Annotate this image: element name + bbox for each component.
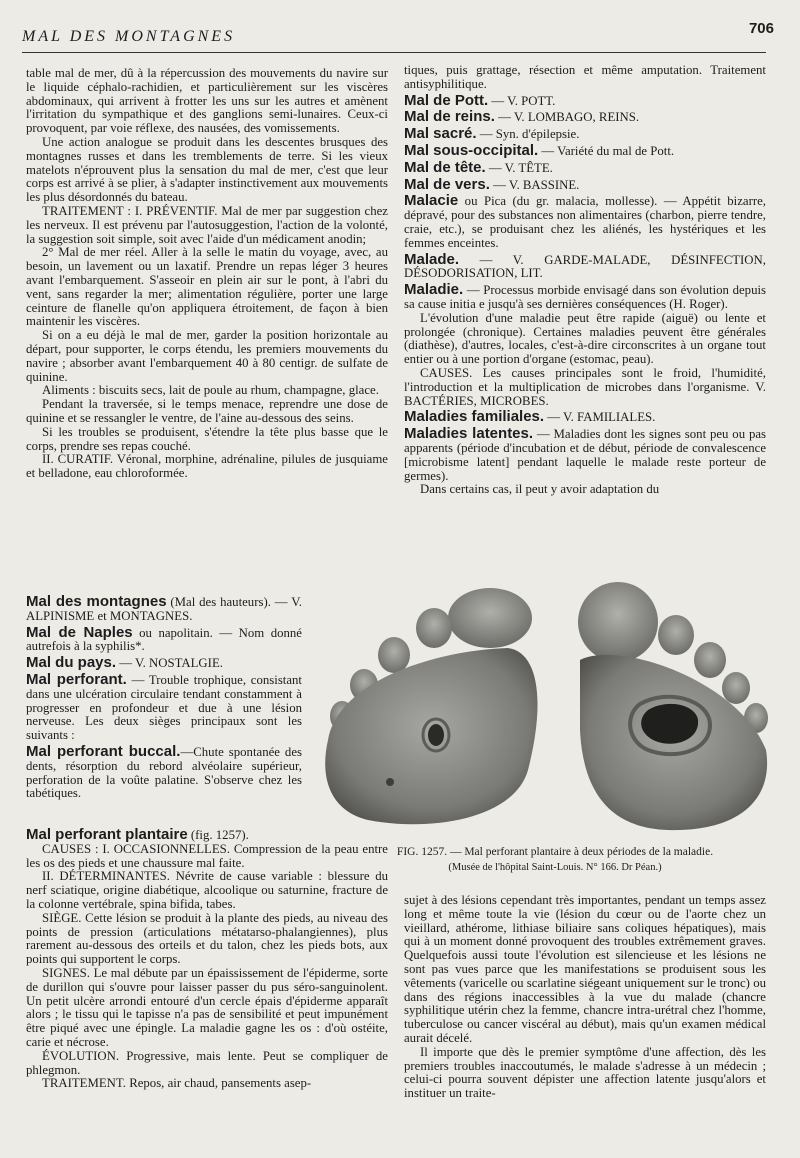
- paragraph: sujet à des lésions cependant très importantes, pendant un temps assez long et même toute la vie (lésion du cœur ou de l'aorte chez un vieillard, athérome, lithiase biliaire sans coliques hépatiques), mais qui à un moment donné provoquent des troubles extrêmement graves. Quelquefois aussi toute l'évolution est silencieuse et les lésions ne sont pas vues parce que les manifestations se produisent sous les vêtements (varicelle ou scarlatine siégeant uniquement sur le tronc) ou dans des régions inaccessibles à la vue du malade (chancre syphilitique utérin chez la femme, chancre intra-urétral chez l'homme, tuberculose ou cancer viscéral au début), mais qu'un examen médical aurait décelé.: [404, 893, 766, 1045]
- figure-credit: (Musée de l'hôpital Saint-Louis. N° 166. Dr Péan.): [448, 862, 662, 873]
- entry-term: Mal perforant.: [26, 670, 127, 688]
- running-header: [22, 18, 774, 53]
- left-column-bottom: [26, 826, 388, 1091]
- running-title: MAL DES MONTAGNES: [22, 28, 236, 45]
- paragraph: TRAITEMENT : I. PRÉVENTIF. Mal de mer par suggestion chez les nerveux. Il est prévenu par l'autosuggestion, l'action de la volonté, la suggestion soit simple, soit avec l'aide d'un médicament anodin;: [26, 203, 388, 246]
- left-foot: [325, 588, 537, 824]
- right-foot: [578, 582, 768, 830]
- paragraph: L'évolution d'une maladie peut être rapide (aiguë) ou lente et prolongée (chronique). Certaines maladies peuvent être générales (diathèse), d'autres, locales, c'est-à-dire circonscrites à un organe tout entier ou à une portion d'organe (estomac, peau).: [404, 310, 766, 367]
- entry-term: Mal de Pott.: [404, 91, 489, 109]
- entry-term: Mal de reins.: [404, 108, 495, 126]
- entry-mal-de-tete: Mal de tête. — V. TÊTE.: [404, 158, 553, 176]
- entry-mal-perforant: Mal perforant. — Trouble trophique, consistant dans une ulcération circulaire tendant constamment à progresser en profondeur et due à une lésion nerveuse. Les deux sièges principaux sont les suivants :: [26, 670, 302, 743]
- entry-mal-perforant-plantaire: Mal perforant plantaire (fig. 1257).: [26, 826, 249, 843]
- entry-term: Maladies latentes.: [404, 425, 534, 443]
- figure-feet-photo: [318, 570, 770, 836]
- paragraph: Dans certains cas, il peut y avoir adaptation du: [420, 482, 660, 497]
- paragraph: II. DÉTERMINANTES. Névrite de cause variable : blessure du nerf sciatique, origine diabétique, alcoolique ou saturnine, fracture de la colonne vertébrale, spina bifida, tabes.: [26, 869, 388, 911]
- paragraph: table mal de mer, dû à la répercussion des mouvements du navire sur le liquide céphalo-rachidien, et particulièrement sur les viscères abdominaux, qui arrivent à frotter les uns sur les autres et amènent l'irritation du sympathique et des ganglions semi-lunaires. Ceux-ci provoquent, par voie réflexe, des nausées, des vomissements.: [26, 66, 388, 136]
- paragraph: CAUSES. Les causes principales sont le froid, l'humidité, l'introduction et la multiplication de microbes dans l'organisme. V. BACTÉRIES, MICROBES.: [404, 365, 766, 408]
- paragraph: Il importe que dès le premier symptôme d'une affection, dès les premiers troubles inaccoutumés, le malade s'adresse à un médecin ; celui-ci pourra souvent dépister une affection latente jusqu'alors et instituer un traite-: [404, 1044, 766, 1101]
- entry-mal-sous-occipital: Mal sous-occipital. — Variété du mal de Pott.: [404, 141, 675, 159]
- entry-malacie: Malacie ou Pica (du gr. malacia, mollesse). — Appétit bizarre, dépravé, pour des substances non alimentaires (charbon, pierre tendre, craie, etc.), se produisant chez les aliénés, les hystériques et les femmes enceintes.: [404, 192, 766, 250]
- entry-term: Mal du pays.: [26, 654, 117, 672]
- entry-term: Mal sous-occipital.: [404, 141, 539, 159]
- entry-mal-des-montagnes: Mal des montagnes (Mal des hauteurs). — V. ALPINISME et MONTAGNES.: [26, 593, 302, 623]
- right-column-top: [404, 64, 766, 497]
- entry-term: Mal sacré.: [404, 125, 477, 143]
- entry-term: Mal perforant plantaire: [26, 826, 188, 843]
- entry-mal-du-pays: Mal du pays. — V. NOSTALGIE.: [26, 654, 223, 672]
- entry-maladies-familiales: Maladies familiales. — V. FAMILIALES.: [404, 408, 656, 426]
- entry-mal-de-pott: Mal de Pott. — V. POTT.: [404, 91, 556, 109]
- paragraph: Si on a eu déjà le mal de mer, garder la position horizontale au départ, pour supporter, le corps étendu, les premiers mouvements du navire ; absorber avant l'embarquement 40 à 80 centigr. de sulfate de quinine.: [26, 328, 388, 384]
- paragraph: Aliments : biscuits secs, lait de poule au rhum, champagne, glace.: [42, 383, 379, 398]
- page-number: 706: [748, 20, 774, 37]
- paragraph: SIÈGE. Cette lésion se produit à la plante des pieds, au niveau des points de pression (articulations métatarso-phalangiennes), plus rarement au-dessous des orteils et du talon, chez les pieds bots, aux points qui supportent le corps.: [26, 910, 388, 967]
- paragraph: Pendant la traversée, si le temps menace, reprendre une dose de quinine et se ressangler le ventre, de l'aine au-dessous des seins.: [26, 397, 388, 425]
- paragraph: II. CURATIF. Véronal, morphine, adrénaline, pilules de jusquiame et belladone, eau chloroformée.: [26, 452, 388, 481]
- entry-term: Malacie: [404, 192, 459, 210]
- entry-term: Malade.: [404, 250, 460, 268]
- paragraph: CAUSES : I. OCCASIONNELLES. Compression de la peau entre les os des pieds et une chaussure mal faite.: [26, 841, 388, 870]
- entry-mal-sacre: Mal sacré. — Syn. d'épilepsie.: [404, 125, 580, 143]
- entry-maladies-latentes: Maladies latentes. — Maladies dont les signes sont peu ou pas apparents (période d'incubation et de début, période de convalescence [microbisme latent] pendant laquelle le malade reste porteur de germes).: [404, 425, 767, 483]
- paragraph: tiques, puis grattage, résection et même amputation. Traitement antisyphilitique.: [404, 63, 766, 91]
- entry-term: Mal des montagnes: [26, 593, 167, 610]
- paragraph: ÉVOLUTION. Progressive, mais lente. Peut se compliquer de phlegmon.: [26, 1048, 388, 1077]
- entry-malade: Malade. — V. GARDE-MALADE, DÉSINFECTION, DÉSODORISATION, LIT.: [404, 250, 766, 281]
- entry-term: Mal perforant buccal.: [26, 742, 181, 760]
- entry-term: Maladie.: [404, 281, 464, 299]
- entry-maladie: Maladie. — Processus morbide envisagé dans son évolution depuis sa cause initia e jusqu'à ses dernières conséquences (H. Roger).: [404, 281, 766, 311]
- paragraph: 2° Mal de mer réel. Aller à la selle le matin du voyage, avec, au besoin, un lavement ou un laxatif. Prendre un repas léger 3 heures avant l'embarquement. S'asseoir en plein air sur le pont, à l'abri du vent, sans regarder la mer; alimentation régulière, porter une large ceinture de flanelle qu'on appliquera étroitement, de façon à bien maintenir les viscères.: [26, 245, 388, 329]
- entry-term: Mal de vers.: [404, 175, 490, 193]
- left-column-middle: [26, 593, 302, 801]
- paragraph: Si les troubles se produisent, s'étendre la tête plus basse que le corps, prendre ses repas couché.: [26, 424, 388, 453]
- entry-mal-de-vers: Mal de vers. — V. BASSINE.: [404, 175, 580, 193]
- figure-caption: FIG. 1257. — Mal perforant plantaire à deux périodes de la maladie.: [396, 846, 714, 858]
- left-column-top: [26, 67, 388, 481]
- paragraph: SIGNES. Le mal débute par un épaississement de l'épiderme, sorte de durillon qui s'ouvre pour laisser passer du pus séro-sanguinolent. Un petit ulcère arrondi entouré d'un cercle épais d'épiderme apparaît alors ; le tissu qui le tapisse n'a pas de sensibilité et peut impunément être piqué avec une épingle. La maladie gagne les os : d'où ostéite, carie et nécrose.: [26, 965, 388, 1049]
- right-column-bottom: [404, 894, 766, 1101]
- entry-term: Mal de Naples: [26, 623, 133, 641]
- entry-mal-perforant-buccal: Mal perforant buccal.—Chute spontanée des dents, résorption du rebord alvéolaire supérieur, perforation de la voûte palatine. S'observe chez les tabétiques.: [26, 742, 302, 801]
- entry-term: Mal de tête.: [404, 158, 486, 176]
- entry-mal-de-naples: Mal de Naples ou napolitain. — Nom donné autrefois à la syphilis*.: [26, 623, 302, 654]
- entry-mal-de-reins: Mal de reins. — V. LOMBAGO, REINS.: [404, 108, 640, 126]
- entry-term: Maladies familiales.: [404, 408, 545, 426]
- paragraph: TRAITEMENT. Repos, air chaud, pansements asep-: [42, 1076, 312, 1091]
- paragraph: Une action analogue se produit dans les descentes brusques des montagnes russes et dans les tremblements de terre. Si les vieux matelots n'éprouvent plus la sensation du mal de mer, c'est que leur corps est arrivé à se plier, à s'adapter instinctivement aux mouvements les plus désordonnés du bateau.: [26, 134, 388, 205]
